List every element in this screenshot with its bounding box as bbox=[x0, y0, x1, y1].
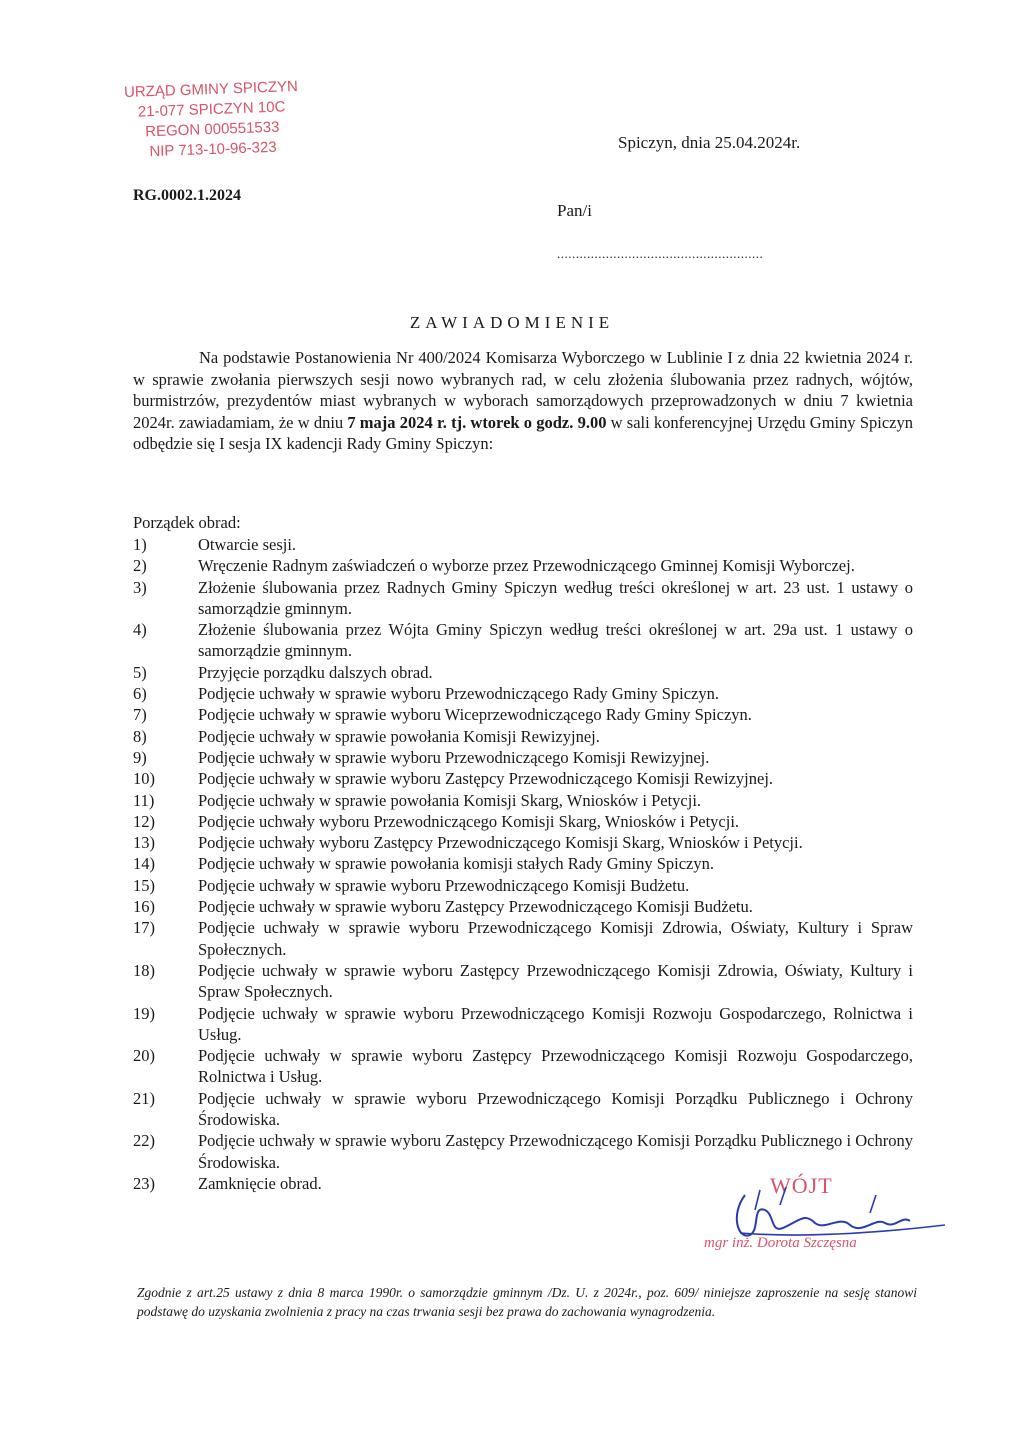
agenda-item-text: Otwarcie sesji. bbox=[198, 535, 297, 554]
agenda-item bbox=[133, 577, 913, 620]
agenda-item-number: 5) bbox=[133, 662, 147, 682]
intro-date-time: 7 maja 2024 r. tj. wtorek o godz. 9.00 bbox=[347, 412, 607, 432]
agenda-item-number: 2) bbox=[133, 556, 147, 576]
agenda-item-text: Podjęcie uchwały w sprawie powołania Komisji Rewizyjnej. bbox=[198, 726, 600, 746]
agenda-item-number: 4) bbox=[133, 620, 147, 640]
agenda-item-text: Podjęcie uchwały w sprawie wyboru Zastępcy Przewodniczącego Komisji Rozwoju Gospodarczego, Rolnictwa i Usług. bbox=[198, 1046, 913, 1087]
agenda-item-number: 7) bbox=[133, 705, 147, 725]
agenda-item-number: 12) bbox=[133, 811, 155, 831]
agenda-item-number: 21) bbox=[133, 1088, 155, 1108]
agenda-item-text: Podjęcie uchwały w sprawie wyboru Wiceprzewodniczącego Rady Gminy Spiczyn. bbox=[198, 705, 752, 725]
agenda-item-text: Zamknięcie obrad. bbox=[198, 1173, 322, 1193]
agenda-item-number: 8) bbox=[133, 726, 147, 746]
agenda-item bbox=[133, 768, 913, 789]
legal-footer: Zgodnie z art.25 ustawy z dnia 8 marca 1990r. o samorządzie gminnym /Dz. U. z 2024r., poz. 609/ niniejsze zaproszenie na sesję stanowi podstawę do uzyskania zwolnienia z pracy na czas trwania sesji bez prawa do zachowania wynagrodzenia. bbox=[137, 1285, 917, 1319]
agenda-item bbox=[133, 917, 913, 960]
agenda-item-number: 20) bbox=[133, 1046, 155, 1066]
stamp-line-address: 21-077 SPICZYN 10C bbox=[137, 98, 286, 121]
agenda-item bbox=[133, 662, 913, 683]
agenda-item-text: Podjęcie uchwały w sprawie wyboru Przewodniczącego Komisji Zdrowia, Oświaty, Kultury i Spraw Społecznych. bbox=[198, 918, 913, 959]
agenda-item bbox=[133, 747, 913, 768]
agenda-list bbox=[133, 534, 913, 1194]
agenda-item bbox=[133, 811, 913, 832]
agenda-item bbox=[133, 832, 913, 853]
agenda-item-number: 23) bbox=[133, 1173, 155, 1193]
agenda-item-number: 6) bbox=[133, 684, 147, 704]
agenda-item-text: Podjęcie uchwały w sprawie powołania komisji stałych Rady Gminy Spiczyn. bbox=[198, 854, 714, 874]
intro-text-end: w sali konferencyjnej Urzędu Gminy Spiczyn odbędzie się I sesja IX kadencji Rady Gminy Spiczyn: bbox=[133, 412, 913, 453]
agenda-item-text: Podjęcie uchwały w sprawie wyboru Przewodniczącego Komisji Rewizyjnej. bbox=[198, 747, 710, 767]
agenda-item-text: Podjęcie uchwały w sprawie wyboru Zastępcy Przewodniczącego Komisji Zdrowia, Oświaty, Kultury i Spraw Społecznych. bbox=[198, 960, 913, 1002]
intro-paragraph bbox=[133, 347, 913, 455]
agenda-item bbox=[133, 853, 913, 874]
agenda-item-text: Podjęcie uchwały wyboru Przewodniczącego Komisji Skarg, Wniosków i Petycji. bbox=[198, 811, 740, 831]
reference-number: RG.0002.1.2024 bbox=[133, 187, 241, 204]
agenda-item-number: 9) bbox=[133, 747, 147, 767]
agenda-item bbox=[133, 875, 913, 896]
agenda-item bbox=[133, 896, 913, 917]
stamp-line-regon: REGON 000551533 bbox=[144, 118, 280, 141]
agenda-item bbox=[133, 726, 913, 747]
signatory-name: mgr inż. Dorota Szczęsna bbox=[704, 1235, 857, 1251]
agenda-item-text: Podjęcie uchwały w sprawie wyboru Zastępcy Przewodniczącego Komisji Budżetu. bbox=[198, 897, 753, 917]
stamp-line-office: URZĄD GMINY SPICZYN bbox=[123, 77, 299, 102]
agenda-item bbox=[133, 1088, 913, 1131]
agenda-item-number: 18) bbox=[133, 960, 155, 980]
agenda-heading: Porządek obrad: bbox=[133, 513, 241, 532]
agenda-item-number: 22) bbox=[133, 1131, 155, 1151]
agenda-item bbox=[133, 534, 913, 555]
agenda-item-text: Podjęcie uchwały w sprawie wyboru Przewodniczącego Komisji Porządku Publicznego i Ochrony Środowiska. bbox=[198, 1088, 913, 1130]
agenda-item-text: Podjęcie uchwały w sprawie wyboru Przewodniczącego Komisji Budżetu. bbox=[198, 875, 690, 895]
addressee-blank-line: ....................................................... bbox=[557, 246, 764, 261]
agenda-item-number: 11) bbox=[133, 790, 155, 810]
intro-text-start: Na podstawie Postanowienia Nr 400/2024 Komisarza Wyborczego w Lublinie I z dnia 22 kwietnia 2024 r. w sprawie zwołania pierwszych sesji nowo wybranych rad, w celu złożenia ślubowania przez radnych, wójtów, burmistrzów, prezydentów miast wybranych w wyborach samorządowych przeprowadzonych w dniu 7 kwietnia 2024r. zawiadamiam, że w dniu bbox=[133, 348, 913, 432]
signature-title: WÓJT bbox=[770, 1173, 833, 1198]
agenda-item bbox=[133, 555, 913, 576]
agenda-item-number: 16) bbox=[133, 897, 155, 917]
agenda-item bbox=[133, 704, 913, 725]
agenda-item-text: Podjęcie uchwały w sprawie powołania Komisji Skarg, Wniosków i Petycji. bbox=[198, 790, 702, 810]
place-and-date: Spiczyn, dnia 25.04.2024r. bbox=[618, 133, 801, 152]
agenda-item-number: 13) bbox=[133, 833, 155, 853]
agenda-item-number: 19) bbox=[133, 1003, 155, 1023]
agenda-item bbox=[133, 790, 913, 811]
agenda-item-text: Podjęcie uchwały w sprawie wyboru Zastępcy Przewodniczącego Komisji Porządku Publicznego i Ochrony Środowiska. bbox=[198, 1131, 913, 1172]
agenda-item-text: Podjęcie uchwały w sprawie wyboru Przewodniczącego Komisji Rozwoju Gospodarczego, Rolnictwa i Usług. bbox=[198, 1003, 913, 1044]
stamp-line-nip: NIP 713-10-96-323 bbox=[149, 138, 277, 161]
document-title: ZAWIADOMIENIE bbox=[409, 313, 615, 332]
agenda-item-number: 14) bbox=[133, 854, 155, 874]
agenda-item-number: 3) bbox=[133, 577, 147, 597]
agenda-item-text: Podjęcie uchwały w sprawie wyboru Przewodniczącego Rady Gminy Spiczyn. bbox=[198, 684, 719, 704]
agenda-item-text: Przyjęcie porządku dalszych obrad. bbox=[198, 662, 433, 682]
agenda-item-text: Podjęcie uchwały w sprawie wyboru Zastępcy Przewodniczącego Komisji Rewizyjnej. bbox=[198, 769, 774, 789]
agenda-item bbox=[133, 1045, 913, 1088]
agenda-item-number: 1) bbox=[133, 535, 147, 554]
agenda-item bbox=[133, 683, 913, 704]
agenda-item bbox=[133, 1003, 913, 1046]
agenda-item-text: Złożenie ślubowania przez Wójta Gminy Spiczyn według treści określonej w art. 29a ust. 1 ustawy o samorządzie gminnym. bbox=[198, 620, 913, 661]
agenda-item bbox=[133, 619, 913, 662]
agenda-item-text: Podjęcie uchwały wyboru Zastępcy Przewodniczącego Komisji Skarg, Wniosków i Petycji. bbox=[198, 833, 803, 853]
agenda-item-number: 15) bbox=[133, 875, 155, 895]
agenda-item-number: 10) bbox=[133, 769, 155, 789]
addressee-label: Pan/i bbox=[557, 201, 592, 220]
office-stamp bbox=[111, 77, 314, 164]
agenda-item bbox=[133, 960, 913, 1003]
agenda-item-text: Wręczenie Radnym zaświadczeń o wyborze przez Przewodniczącego Gminnej Komisji Wyborczej. bbox=[198, 556, 855, 576]
agenda-item-text: Złożenie ślubowania przez Radnych Gminy Spiczyn według treści określonej w art. 23 ust. 1 ustawy o samorządzie gminnym. bbox=[198, 577, 913, 618]
agenda-item-number: 17) bbox=[133, 918, 155, 938]
